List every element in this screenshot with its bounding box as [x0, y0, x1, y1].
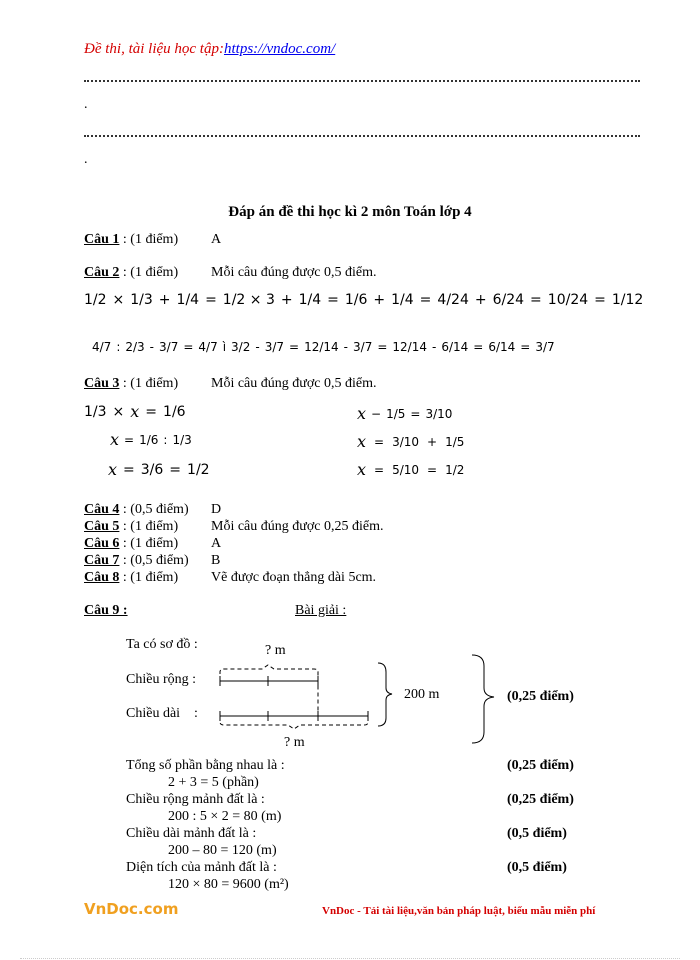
- fraction: 10/24: [547, 292, 589, 308]
- operator: :: [163, 432, 168, 447]
- operator: +: [158, 292, 171, 308]
- operator: =: [473, 340, 484, 354]
- operator: +: [427, 434, 438, 449]
- brace-points: [472, 655, 494, 743]
- step-points: (0,25 điểm): [507, 758, 574, 773]
- q-score: : (1 điểm): [122, 519, 179, 534]
- fraction: 1/6: [139, 432, 159, 447]
- diagram-intro: Ta có sơ đồ :: [126, 637, 198, 652]
- operator: =: [124, 432, 135, 447]
- step-text: Diện tích của mảnh đất là :: [126, 860, 277, 875]
- fraction: 1/3: [130, 292, 153, 308]
- operator: =: [594, 292, 606, 308]
- dashed-bracket: [220, 665, 368, 729]
- fraction: 1/4: [391, 292, 414, 308]
- width-unknown-label: ? m: [265, 643, 286, 658]
- dot: .: [84, 97, 88, 112]
- q-score: : (0,5 điểm): [122, 553, 189, 568]
- q-score: : (1 điểm): [122, 232, 179, 247]
- q-label: Câu 6: [84, 536, 120, 551]
- width-segment: [220, 676, 318, 686]
- operator: =: [145, 403, 158, 420]
- q-score: : (1 điểm): [122, 376, 179, 391]
- q-label: Câu 4: [84, 502, 120, 517]
- fraction: 3/7: [353, 340, 373, 354]
- step-calc: 200 – 80 = 120 (m): [168, 843, 277, 858]
- fraction: 1/6: [163, 403, 186, 420]
- header-text: Đề thi, tài liệu học tập:: [84, 41, 224, 57]
- step-calc: 120 × 80 = 9600 (m²): [168, 877, 289, 892]
- fraction: 3/7: [264, 340, 285, 354]
- variable: x: [110, 430, 120, 449]
- operator: =: [205, 292, 217, 308]
- operator: ì: [222, 340, 227, 354]
- operator: =: [427, 462, 438, 477]
- step-text: Chiều dài mảnh đất là :: [126, 826, 257, 841]
- variable: x: [357, 460, 367, 479]
- fraction: 4/7: [198, 340, 218, 354]
- fraction: 1/6: [344, 292, 368, 308]
- page-title: Đáp án đề thi học kì 2 môn Toán lớp 4: [228, 204, 472, 220]
- width-label: Chiều rộng :: [126, 672, 196, 687]
- fraction: 1/2: [187, 461, 210, 478]
- fraction: 1/5: [445, 434, 465, 449]
- q-answer: Mỗi câu đúng được 0,25 điểm.: [211, 519, 384, 534]
- fraction: 1/3: [84, 403, 107, 420]
- fraction: 5/10: [392, 462, 420, 477]
- q-label: Câu 5: [84, 519, 120, 534]
- diagram-points: (0,25 điểm): [507, 689, 574, 704]
- operator: =: [183, 340, 194, 354]
- operator: ×: [112, 403, 125, 420]
- operator: =: [410, 406, 421, 421]
- q-label: Câu 7: [84, 553, 120, 568]
- fraction: 12/14: [304, 340, 339, 354]
- operator: +: [280, 292, 293, 308]
- q-score: : (1 điểm): [122, 570, 179, 585]
- operator: -: [343, 340, 349, 354]
- variable: x: [357, 432, 367, 451]
- fraction: 12/14: [392, 340, 427, 354]
- operator: =: [289, 340, 300, 354]
- q-label: Câu 2: [84, 265, 120, 280]
- vndoc-logo[interactable]: [84, 900, 178, 918]
- step-calc: 200 : 5 × 2 = 80 (m): [168, 809, 282, 824]
- operator: =: [377, 340, 388, 354]
- operator: ×: [112, 292, 125, 308]
- variable: x: [108, 460, 118, 479]
- operator: =: [520, 340, 531, 354]
- solution-heading: Bài giải :: [295, 603, 347, 618]
- operator: +: [373, 292, 386, 308]
- operator: =: [374, 462, 385, 477]
- page-border: [20, 958, 680, 959]
- q-score: : (0,5 điểm): [122, 502, 189, 517]
- q-label: Câu 8: [84, 570, 120, 585]
- fraction: 6/14: [441, 340, 469, 354]
- fraction: 6/24: [492, 292, 525, 308]
- fraction: 3/10: [425, 406, 453, 421]
- brace-200: [378, 663, 392, 726]
- length-segment: [220, 711, 368, 721]
- q-label: Câu 1: [84, 232, 120, 247]
- operator: -: [149, 340, 155, 354]
- fraction: 1/2: [84, 292, 107, 308]
- q-answer: B: [211, 553, 221, 568]
- q-score: : (1 điểm): [122, 265, 179, 280]
- fraction: 3/6: [140, 461, 164, 478]
- step-text: Chiều rộng mảnh đất là :: [126, 792, 265, 807]
- q-score: : (1 điểm): [122, 536, 179, 551]
- q-answer: Vẽ được đoạn thẳng dài 5cm.: [211, 570, 377, 585]
- fraction: 3/7: [159, 340, 179, 354]
- header-link[interactable]: https://vndoc.com/: [223, 41, 336, 57]
- q-answer: A: [211, 232, 222, 247]
- fraction: 1/3: [172, 432, 192, 447]
- fraction: 6/14: [488, 340, 516, 354]
- operator: =: [374, 434, 385, 449]
- operator: =: [419, 292, 432, 308]
- fraction: 1/5: [386, 406, 406, 421]
- step-points: (0,5 điểm): [507, 826, 567, 841]
- step-calc: 2 + 3 = 5 (phần): [168, 775, 259, 790]
- operator: −: [371, 406, 382, 421]
- variable: x: [130, 402, 140, 421]
- length-unknown-label: ? m: [284, 735, 305, 750]
- operator: +: [474, 292, 487, 308]
- fraction: 3/7: [535, 340, 555, 354]
- fraction: 1/4: [298, 292, 322, 308]
- variable: x: [357, 404, 367, 423]
- operator: -: [255, 340, 260, 354]
- q-note: Mỗi câu đúng được 0,5 điểm.: [211, 265, 377, 280]
- total-label: 200 m: [404, 687, 440, 702]
- operator: -: [431, 340, 437, 354]
- fraction: 2/3: [125, 340, 145, 354]
- fraction: 1/2 × 3: [222, 292, 275, 308]
- fraction: 4/7: [92, 340, 112, 354]
- operator: :: [116, 340, 121, 354]
- fraction: 1/2: [445, 462, 465, 477]
- length-label: Chiều dài :: [126, 706, 198, 721]
- logo-text: VnDoc.com: [84, 900, 179, 918]
- q-label: Câu 9 :: [84, 603, 128, 618]
- step-points: (0,5 điểm): [507, 860, 567, 875]
- q-label: Câu 3: [84, 376, 120, 391]
- operator: =: [530, 292, 542, 308]
- fraction: 1/4: [176, 292, 200, 308]
- step-points: (0,25 điểm): [507, 792, 574, 807]
- fraction: 4/24: [437, 292, 469, 308]
- operator: =: [123, 461, 135, 478]
- fraction: 3/10: [392, 434, 420, 449]
- dot: .: [84, 152, 88, 167]
- operator: =: [327, 292, 339, 308]
- footer-tagline: VnDoc - Tải tài liệu,văn bản pháp luật, biểu mẫu miễn phí: [322, 905, 596, 917]
- step-text: Tổng số phần bằng nhau là :: [126, 758, 285, 773]
- q-note: Mỗi câu đúng được 0,5 điểm.: [211, 376, 377, 391]
- q-answer: A: [211, 536, 222, 551]
- q-answer: D: [211, 502, 222, 517]
- fraction: 1/12: [611, 292, 644, 308]
- fraction: 3/2: [231, 340, 251, 354]
- operator: =: [169, 461, 182, 478]
